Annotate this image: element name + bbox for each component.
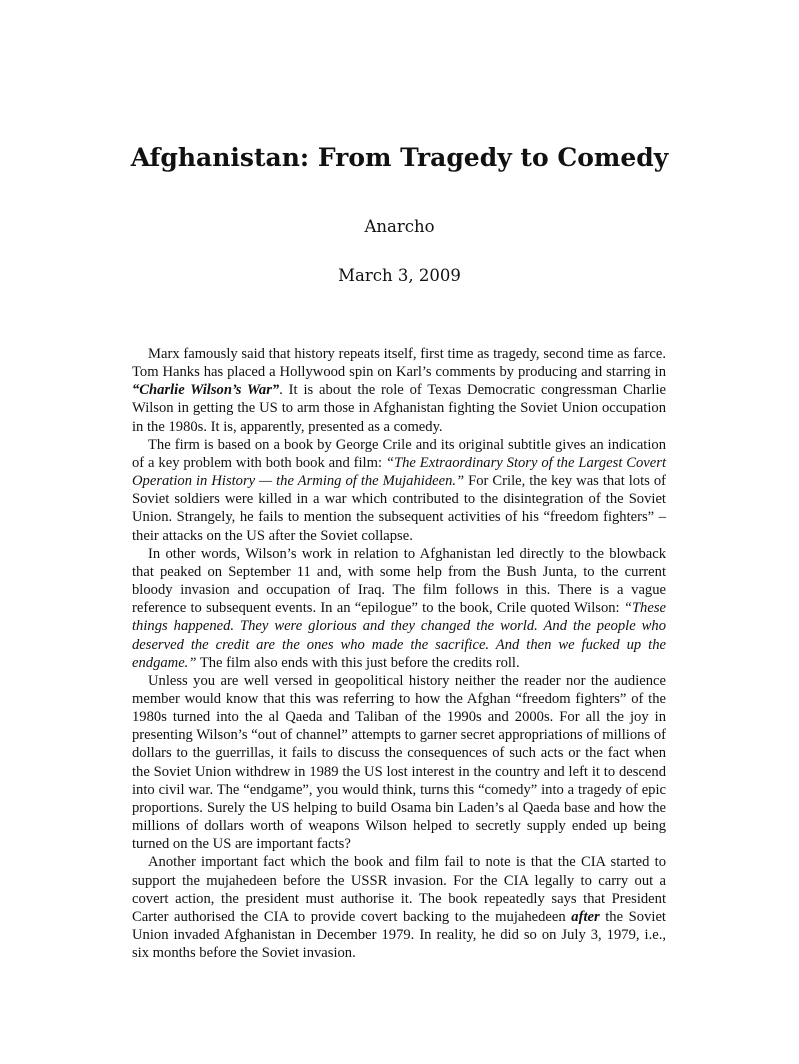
- text-run: The film also ends with this just before the credits roll.: [196, 654, 520, 671]
- document-date: March 3, 2009: [338, 266, 461, 285]
- text-run: For Crile, the key was that lots of Soviet soldiers were killed in a war which contributed to the disintegration of the Soviet Union. Strangely, he fails to mention the subsequent activities of his “freedom fighters” – their attacks on the US after the Soviet collapse.: [132, 473, 666, 544]
- text-run: . It is about the role of Texas Democratic congressman Charlie Wilson in getting the US to arm those in Afghanistan fighting the Soviet Union occupation in the 1980s. It is, apparently, presented as a comedy.: [132, 382, 666, 435]
- paragraph-1: [132, 345, 666, 436]
- text-run: In other words, Wilson’s work in relation to Afghanistan led directly to the blowback that peaked on September 11 and, with some help from the Bush Junta, to the current bloody invasion and occupation of Iraq. The film follows in this. There is a vague reference to subsequent events. In an “epilogue” to the book, Crile quoted Wilson:: [132, 545, 666, 617]
- book-subtitle-quote: “The Extraordinary Story of the Largest Covert Operation in History — the Arming of the Mujahideen.”: [132, 454, 666, 490]
- paragraph-4: [132, 672, 666, 854]
- text-run: Marx famously said that history repeats itself, first time as tragedy, second time as farce. Tom Hanks has placed a Hollywood spin on Karl’s comments by producing and starring in: [132, 346, 666, 381]
- article-body: [132, 345, 666, 962]
- text-run: The firm is based on a book by George Crile and its original subtitle gives an indication of a key problem with both book and film:: [132, 436, 666, 471]
- document-title: Afghanistan: From Tragedy to Comedy: [130, 143, 669, 172]
- paragraph-5: [132, 853, 666, 962]
- text-run: Another important fact which the book and film fail to note is that the CIA started to support the mujahedeen before the USSR invasion. For the CIA legally to carry out a covert action, the president must authorise it. The book repeatedly says that President Carter authorised the CIA to provide covert backing to the mujahedeen: [132, 854, 666, 925]
- paragraph-2: [132, 436, 666, 545]
- document-author: Anarcho: [364, 217, 435, 236]
- paragraph-3: [132, 545, 666, 672]
- text-run: the Soviet Union invaded Afghanistan in December 1979. In reality, he did so on July 3, 1979, i.e., six months before the Soviet invasion.: [132, 908, 666, 962]
- film-title-emphasis: “Charlie Wilson’s War”: [132, 382, 280, 399]
- text-run: Unless you are well versed in geopolitical history neither the reader nor the audience member would know that this was referring to how the Afghan “freedom fighters” of the 1980s turned into the al Qaeda and Taliban of the 1990s and 2000s. For all the joy in presenting Wilson’s “out of channel” attempts to garner secret appropriations of millions of dollars to the guerrillas, it fails to discuss the consequences of such acts or the fact when the Soviet Union withdrew in 1989 the US lost interest in the country and left it to descend into civil war. The “endgame”, you would think, turns this “comedy” into a tragedy of epic proportions. Surely the US helping to build Osama bin Laden’s al Qaeda base and how the millions of dollars worth of weapons Wilson helped to secretly supply ended up being turned on the US are important facts?: [132, 672, 666, 853]
- wilson-quote: “These things happened. They were glorious and they changed the world. And the people who deserved the credit are the ones who made the sacrifice. And then we fucked up the endgame.”: [132, 600, 666, 671]
- after-emphasis: after: [571, 908, 600, 925]
